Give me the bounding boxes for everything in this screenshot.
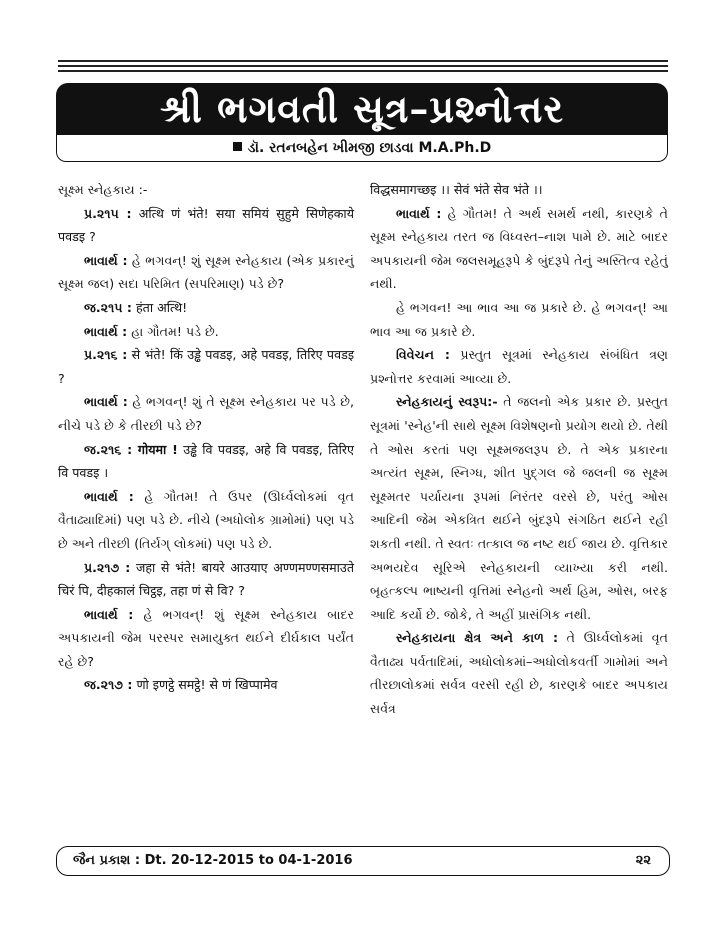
- paragraph-label: ભાવાર્થ :: [396, 205, 442, 221]
- paragraph-text: હે ગૌતમ! તે ઉપર (ઊર્ધ્વલોકમાં વૃત વૈતાઢ્યાદિમાં) પણ પડે છે. નીચે (અધોલોક ગ્રામોમાં) પણ પડે છે અને તીરછી (તિર્યગ્ લોકમાં) પણ પડે છે.: [58, 488, 354, 551]
- left-column: [58, 178, 354, 697]
- paragraph-text: હે ભગવન! આ ભાવ આ જ પ્રકારે છે. હે ભગવન્! આ ભાવ આ જ પ્રકારે છે.: [370, 299, 668, 339]
- paragraph-text: णो इणट्ठे समट्ठे! से णं खिप्पामेव: [132, 677, 278, 693]
- paragraph-label: સ્નેહકાયનું સ્વરૂપ:-: [396, 394, 498, 410]
- paragraph-text: हंता अत्थि!: [131, 299, 188, 315]
- square-bullet-icon: [233, 142, 242, 151]
- author-line: [56, 135, 668, 162]
- paragraph: [370, 390, 668, 626]
- paragraph-text: તે જલનો એક પ્રકાર છે. પ્રસ્તુત સૂત્રમાં 'સ્નેહ'ની સાથે સૂક્ષ્મ વિશેષણનો પ્રયોગ થયો છે. તેથી તે ઓસ કરતાં પણ સૂક્ષ્મજલરૂપ છે. તે એક પ્રકારના અત્યંત સૂક્ષ્મ, સ્નિગ્ધ, શીત પુદ્ગલ જે જલની જ સૂક્ષ્મ સૂક્ષ્મતર પર્યાયના રૂપમાં નિરંતર વરસે છે, પરંતુ ઓસ આદિની જેમ એકત્રિત થઈને બુંદરૂપે સંગઠિત થઈને રહી શકતી નથી. તે સ્વતઃ તત્કાલ જ નષ્ટ થઈ જાય છે. વૃત્તિકાર અભયદેવ સૂરિએ સ્નેહકાયની વ્યાખ્યા કરી નથી. બૃહત્કલ્પ ભાષ્યની વૃત્તિમાં સ્નેહનો અર્થ હિમ, ઓસ, બરફ આદિ કર્યો છે. જોકે, તે અહીં પ્રાસંગિક નથી.: [370, 394, 668, 622]
- paragraph-label: ભાવાર્થ :: [84, 394, 128, 410]
- paragraph: [58, 390, 354, 437]
- paragraph: [58, 556, 354, 603]
- paragraph-text: से भंते! किं उड्ढे पवडइ, अहे पवडइ, तिरिए पवडइ ?: [58, 347, 354, 386]
- paragraph-text: अत्थि णं भंते! सया समियं सुहुमे सिणेहकाये पवडइ ?: [58, 205, 354, 245]
- paragraph-label: પ્ર.૨૧૭ :: [84, 559, 131, 575]
- page-footer: [56, 846, 670, 876]
- paragraph-label: ભાવાર્થ :: [84, 252, 128, 268]
- paragraph: [58, 296, 354, 320]
- paragraph: [370, 202, 668, 296]
- paragraph-label: જ.૨૧૬ : गोयमा !: [84, 441, 178, 457]
- paragraph: [58, 603, 354, 674]
- paragraph: [58, 438, 354, 485]
- paragraph: [58, 485, 354, 556]
- paragraph: [58, 202, 354, 249]
- paragraph-label: પ્ર.૨૧૫ :: [84, 205, 132, 221]
- paragraph: [370, 626, 668, 720]
- paragraph: [58, 673, 354, 697]
- paragraph-text: जहा से भंते! बायरे आउयाए अण्णमण्णसमाउते चिरं पि, दीहकालं चिट्ठइ, तहा णं से वि? ?: [58, 559, 354, 599]
- paragraph: [370, 343, 668, 390]
- paragraph-text: સૂક્ષ્મ સ્નેહકાય :-: [58, 182, 148, 197]
- right-column: [370, 178, 668, 721]
- author-name: ડૉ. રતનબહેન ખીમજી છાડવા M.A.Ph.D: [247, 140, 492, 156]
- paragraph: [58, 320, 354, 344]
- paragraph: [58, 343, 354, 390]
- paragraph-text: उड्ढे वि पवडइ, अहे वि पवडइ, तिरिए वि पवडइ ।: [58, 441, 354, 481]
- top-rule-1: [58, 60, 668, 62]
- paragraph-text: विद्धसमागच्छइ ।। सेवं भंते सेव भंते ।।: [370, 182, 543, 197]
- paragraph-text: હે ગૌતમ! તે અર્થ સમર્થ નથી, કારણકે તે સૂક્ષ્મ સ્નેહકાય તરત જ વિધ્વસ્ત–નાશ પામે છે. માટે બાદર અપકાયની જેમ જલસમૂહરૂપે કે બુંદરૂપે તેનું અસ્તિત્વ રહેતું નથી.: [370, 205, 668, 292]
- paragraph-label: સ્નેહકાયના ક્ષેત્ર અને કાળ :: [396, 630, 558, 646]
- paragraph-label: પ્ર.૨૧૬ :: [84, 347, 128, 363]
- paragraph-text: તે ઊર્ધ્વલોકમાં વૃત વૈતાઢ્ય પર્વતાદિમાં, અધોલોકમાં–અધોલોકવર્તી ગામોમાં અને તીરછાલોકમાં સર્વત્ર વરસી રહી છે, કારણકે બાદર અપકાય સર્વત્ર: [370, 630, 668, 717]
- paragraph-text: હે ભગવન્! શું તે સૂક્ષ્મ સ્નેહકાય પર પડે છે, નીચે પડે છે કે તીરછી પડે છે?: [58, 394, 354, 433]
- publication-info: જૈન પ્રકાશ : Dt. 20-12-2015 to 04-1-2016: [73, 853, 353, 868]
- paragraph: [58, 249, 354, 296]
- paragraph-text: હે ભગવન્! શું સૂક્ષ્મ સ્નેહકાય બાદર અપકાયની જેમ પરસ્પર સમાયુક્ત થઈને દીર્ઘકાલ પર્યંત રહે છે?: [58, 606, 354, 669]
- paragraph-label: જ.૨૧૫ :: [84, 299, 132, 315]
- paragraph: [370, 296, 668, 343]
- paragraph: [58, 178, 354, 202]
- paragraph-label: જ.૨૧૭ :: [84, 677, 133, 693]
- top-rule-3: [58, 70, 668, 72]
- paragraph-label: ભાવાર્થ :: [84, 606, 134, 622]
- paragraph-label: ભાવાર્થ :: [84, 488, 134, 504]
- top-rule-2: [58, 65, 668, 67]
- paragraph-text: પ્રસ્તુત સૂત્રમાં સ્નેહકાય સંબંધિત ત્રણ પ્રશ્નોત્તર કરવામાં આવ્યા છે.: [370, 347, 669, 386]
- paragraph-text: હા ગૌતમ! પડે છે.: [127, 323, 219, 339]
- page-number: ૨૨: [635, 853, 651, 868]
- paragraph: [370, 178, 668, 202]
- paragraph-label: ભાવાર્થ :: [84, 323, 128, 339]
- paragraph-label: વિવેચન :: [396, 347, 450, 363]
- page-title: શ્રી ભગવતી સૂત્ર–પ્રશ્નોત્તર: [56, 83, 668, 135]
- paragraph-text: હે ભગવન્! શું સૂક્ષ્મ સ્નેહકાય (એક પ્રકારનું સૂક્ષ્મ જલ) સદા પરિમિત (સપરિમાણ) પડે છે?: [58, 252, 354, 292]
